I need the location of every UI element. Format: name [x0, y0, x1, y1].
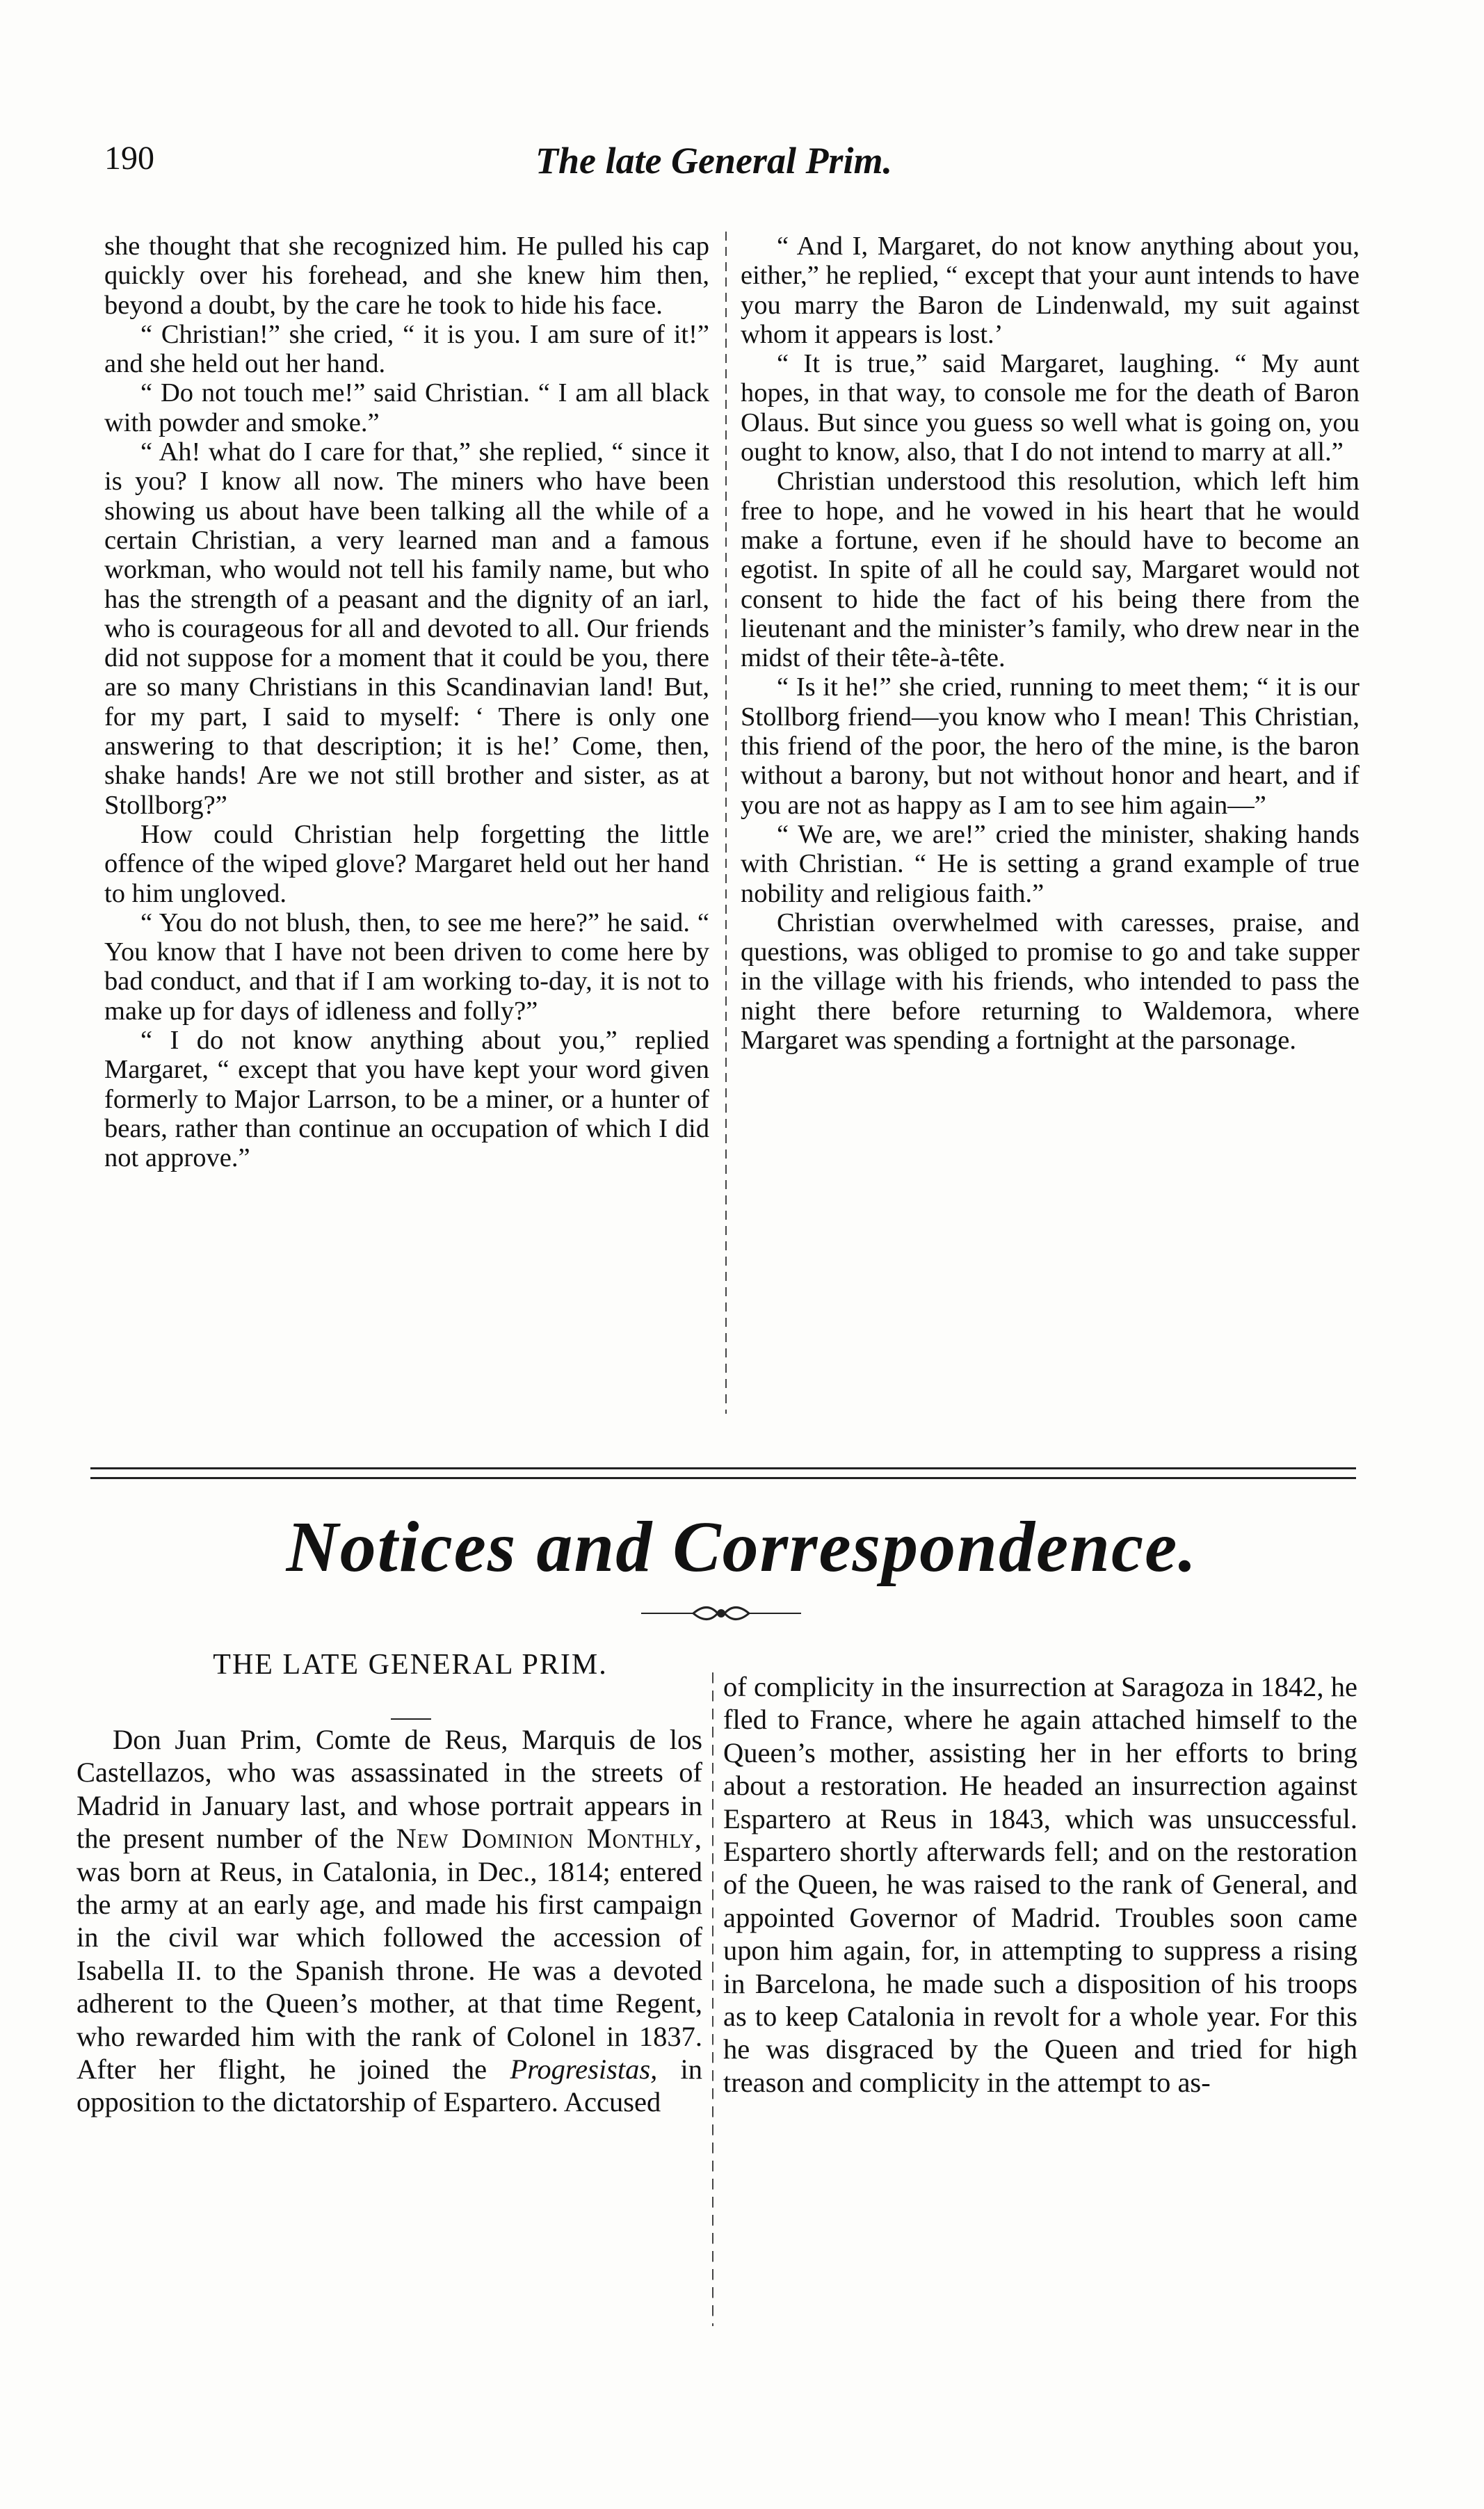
- story-paragraph: she thought that she recognized him. He pulled his cap quickly over his forehead, and she knew him then, beyond a doubt, by the care he took to hide his face.: [104, 232, 709, 320]
- title-rule: [391, 1718, 431, 1720]
- story-paragraph: How could Christian help forgetting the little offence of the wiped glove? Margaret held out her hand to him ungloved.: [104, 819, 709, 908]
- story-paragraph: Christian understood this resolution, which left him free to hope, and he vowed in his heart that he would make a fortune, even if he should have to become an egotist. In spite of all he could say, Margaret would not consent to hide the fact of his being there from the lieutenant and the minister’s family, who drew near in the midst of their tête-à-tête.: [741, 467, 1360, 673]
- page-number: 190: [104, 140, 154, 177]
- running-title: The late General Prim.: [535, 140, 892, 181]
- party-name: Progresistas,: [510, 2054, 658, 2086]
- story-paragraph: Christian overwhelmed with caresses, praise, and questions, was obliged to promise to go and take supper in the village with his friends, who intended to pass the night there before returning to Waldemora, where Margaret was spending a fortnight at the parsonage.: [741, 907, 1360, 1056]
- story-paragraph: “ Ah! what do I care for that,” she replied, “ since it is you? I know all now. The miners who have been showing us about have been talking all the while of a certain Christian, a very learned man and a famous workman, who would not tell his family name, but who has the strength of a peasant and the dignity of an iarl, who is courageous for all and devoted to all. Our friends did not suppose for a moment that it could be you, there are so many Christians in this Scandinavian land! But, for my part, I said to myself: ‘ There is only one answering to that description; it is he!’ Come, then, shake hands! Are we not still brother and sister, as at Stollborg?”: [104, 437, 709, 820]
- article-text: in opposition to the dictatorship of Espartero. Accused: [76, 2054, 703, 2118]
- article-column-left: [76, 1723, 702, 2119]
- story-paragraph: “ I do not know anything about you,” replied Margaret, “ except that you have kept your word given formerly to Major Larrson, to be a miner, or a hunter of bears, rather than continue an occupation of which I did not approve.”: [104, 1026, 709, 1173]
- story-paragraph: “ Christian!” she cried, “ it is you. I am sure of it!” and she held out her hand.: [104, 319, 709, 379]
- article-text: was born at Reus, in Catalonia, in Dec., 1814; entered the army at an early age, and made his first campaign in the civil war which followed the accession of Isabella II. to the Spanish throne. He was a devoted adherent to the Queen’s mother, at that time Regent, who rewarded him with the rank of Colonel in 1837. After her flight, he joined the: [76, 1855, 702, 2086]
- article-text: Don Juan Prim, Comte de Reus, Marquis de los Castellazos, who was assassinated in the streets of Madrid in January last, and whose portrait appears in the present number of the: [76, 1724, 702, 1855]
- story-paragraph: “ It is true,” said Margaret, laughing. “ My aunt hopes, in that way, to console me for the death of Baron Olaus. But since you guess so well what is going on, you ought to know, also, that I do not intend to marry at all.”: [741, 349, 1360, 467]
- story-paragraph: “ And I, Margaret, do not know anything about you, either,” he replied, “ except that your aunt intends to have you marry the Baron de Lindenwald, my suit against whom it appears is lost.’: [741, 232, 1360, 349]
- column-divider: [712, 1672, 713, 2326]
- article-paragraph: of complicity in the insurrection at Saragoza in 1842, he fled to France, where he again attached himself to the Queen’s mother, assisting her in her efforts to bring about a restoration. He headed an insurrection against Espartero at Reus in 1843, which was unsuccessful. Espartero shortly afterwards fell; and on the restoration of the Queen, he was raised to the rank of General, and appointed Governor of Madrid. Troubles soon came upon him again, for, in attempting to suppress a rising in Barcelona, he made such a disposition of his troops as to keep Catalonia in revolt for a whole year. For this he was disgraced by the Queen and tried for high treason and complicity in the attempt to as-: [723, 1671, 1357, 2098]
- column-divider: [725, 232, 727, 1414]
- story-paragraph: “ You do not blush, then, to see me here?” he said. “ You know that I have not been driven to come here by bad conduct, and that if I am working to-day, it is not to make up for days of idleness and folly?”: [104, 907, 709, 1026]
- section-rule-bottom: [90, 1477, 1356, 1479]
- ornament-divider-icon: [638, 1596, 805, 1631]
- article-title: THE LATE GENERAL PRIM.: [213, 1649, 608, 1681]
- story-paragraph: “ Do not touch me!” said Christian. “ I am all black with powder and smoke.”: [104, 378, 709, 437]
- story-paragraph: “ We are, we are!” cried the minister, shaking hands with Christian. “ He is setting a grand example of true nobility and religious faith.”: [741, 819, 1360, 908]
- article-column-right: [723, 1670, 1357, 2099]
- article-paragraph: [76, 1723, 702, 2119]
- section-title: Notices and Correspondence.: [286, 1507, 1198, 1587]
- magazine-name: New Dominion Monthly,: [396, 1823, 702, 1855]
- section-rule-top: [90, 1467, 1356, 1469]
- story-column-left: [104, 232, 709, 1173]
- story-paragraph: “ Is it he!” she cried, running to meet them; “ it is our Stollborg friend—you know who I mean! This Christian, this friend of the poor, the hero of the mine, is the baron without a barony, but not without honor and heart, and if you are not as happy as I am to see him again—”: [741, 672, 1360, 820]
- story-column-right: [741, 232, 1360, 1055]
- page-header: [104, 139, 1377, 202]
